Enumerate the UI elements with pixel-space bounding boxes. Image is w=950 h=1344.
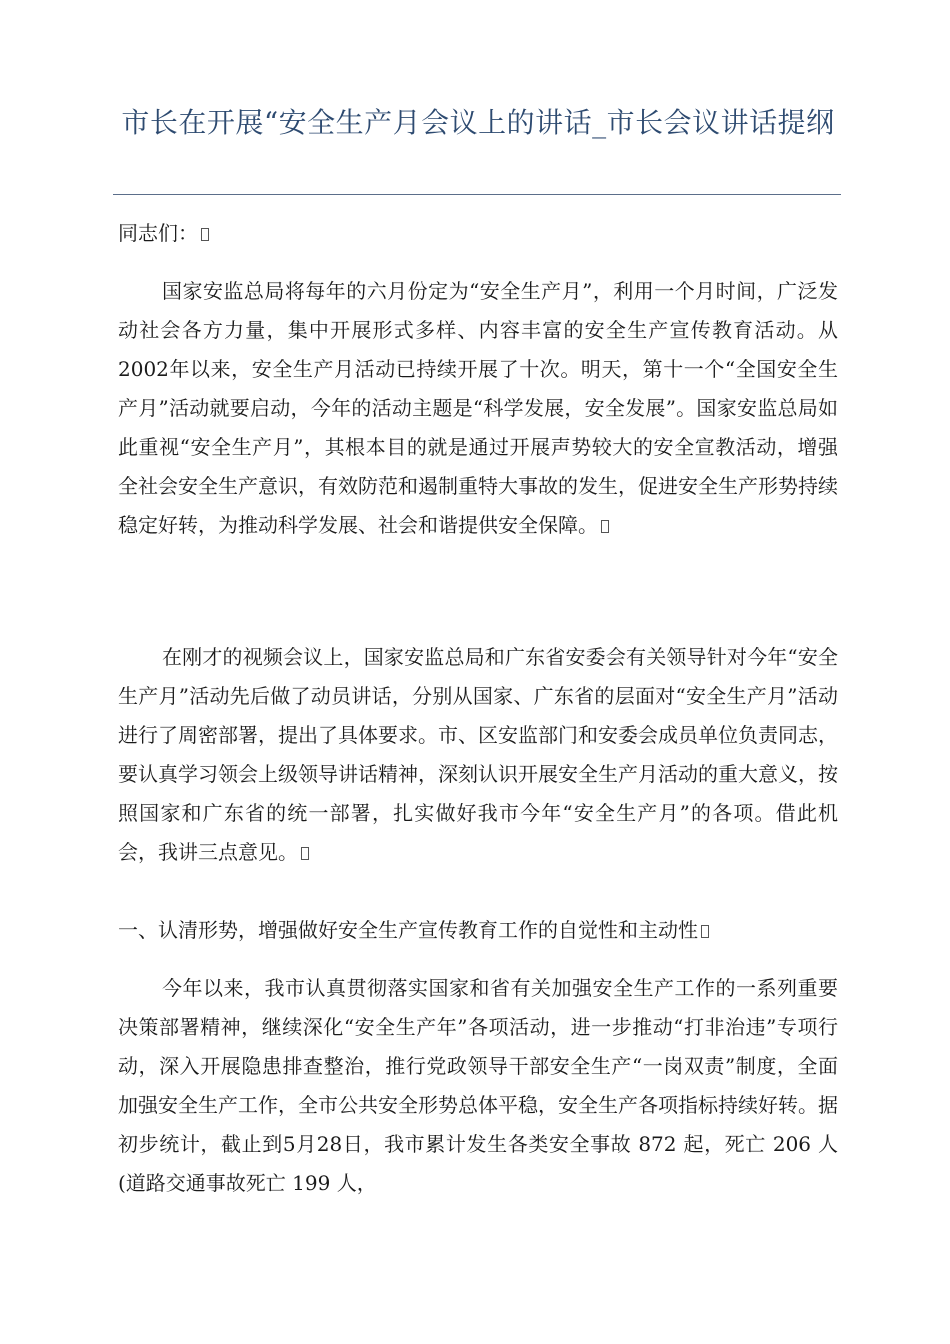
paragraph-mark-icon (201, 228, 209, 241)
salutation: 同志们： (118, 214, 838, 253)
paragraph-1: 国家安监总局将每年的六月份定为“安全生产月”，利用一个月时间，广泛发动社会各方力量，集中开展形式多样、内容丰富的安全生产宣传教育活动。从2002年以来，安全生产月活动已持续开展了十次。明天，第十一个“全国安全生产月”活动就要启动，今年的活动主题是“科学发展，安全发展”。国家安监总局如此重视“安全生产月”，其根本目的就是通过开展声势较大的安全宣教活动，增强全社会安全生产意识，有效防范和遏制重特大事故的发生，促进安全生产形势持续稳定好转，为推动科学发展、社会和谐提供安全保障。 (118, 279, 838, 537)
paragraph-mark-icon (701, 925, 709, 938)
paragraph-mark-icon (301, 847, 309, 860)
section-heading-1: 一、认清形势，增强做好安全生产宣传教育工作的自觉性和主动性 (118, 911, 838, 950)
paragraph-2: 在刚才的视频会议上，国家安监总局和广东省安委会有关领导针对今年“安全生产月”活动先后做了动员讲话，分别从国家、广东省的层面对“安全生产月”活动进行了周密部署，提出了具体要求。市、区安监部门和安委会成员单位负责同志，要认真学习领会上级领导讲话精神，深刻认识开展安全生产月活动的重大意义，按照国家和广东省的统一部署，扎实做好我市今年“安全生产月”的各项。借此机会，我讲三点意见。 (118, 645, 838, 864)
paragraph-3: 今年以来，我市认真贯彻落实国家和省有关加强安全生产工作的一系列重要决策部署精神，继续深化“安全生产年”各项活动，进一步推动“打非治违”专项行动，深入开展隐患排查整治，推行党政领导干部安全生产“一岗双责”制度，全面加强安全生产工作，全市公共安全形势总体平稳，安全生产各项指标持续好转。据初步统计，截止到5月28日，我市累计发生各类安全事故 872 起，死亡 206 人(道路交通事故死亡 199 人， (118, 976, 838, 1195)
document-title: 市长在开展“安全生产月会议上的讲话_市长会议讲话提纲 (121, 106, 835, 139)
paragraph-mark-icon (601, 520, 609, 533)
title-divider (113, 194, 841, 195)
